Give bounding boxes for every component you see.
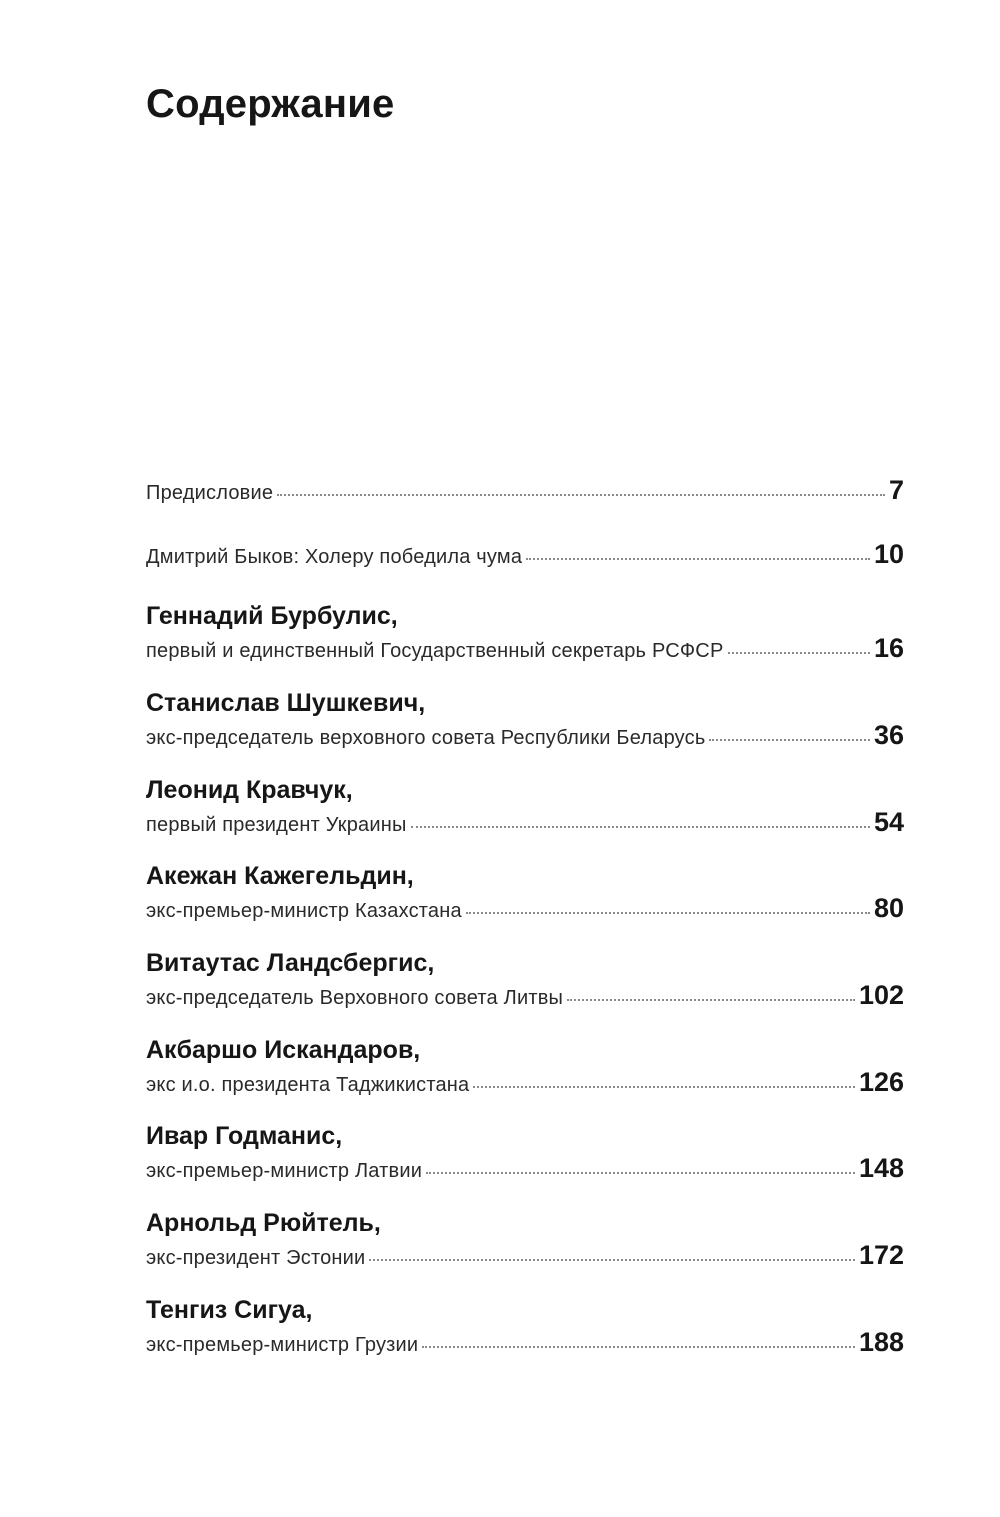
toc-entry-shushkevich[interactable] — [146, 687, 904, 752]
person-title: экс-председатель верховного совета Республики Беларусь — [146, 727, 706, 749]
person-title: экс и.о. президента Таджикистана — [146, 1074, 470, 1096]
dot-leader — [411, 826, 870, 828]
dot-leader — [277, 494, 885, 496]
toc-line — [146, 806, 904, 839]
toc-entry-landsbergis[interactable] — [146, 947, 904, 1012]
toc-line — [146, 719, 904, 752]
page-number: 54 — [873, 807, 904, 837]
toc-line — [146, 632, 904, 665]
dot-leader — [473, 1086, 855, 1088]
dot-leader — [422, 1346, 855, 1348]
person-name: Акежан Кажегельдин, — [146, 862, 414, 890]
toc-entry-sigua[interactable] — [146, 1294, 904, 1359]
page-number: 126 — [858, 1067, 904, 1097]
toc-entry-bykov[interactable] — [146, 538, 904, 571]
page-title: Содержание — [146, 82, 395, 126]
toc-entry-kravchuk[interactable] — [146, 774, 904, 839]
dot-leader — [526, 558, 870, 560]
person-name: Витаутас Ландсбергис, — [146, 949, 435, 977]
dot-leader — [567, 999, 855, 1001]
page-number: 188 — [858, 1327, 904, 1357]
toc-entry-title: Дмитрий Быков: Холеру победила чума — [146, 546, 523, 568]
person-title: экс-премьер-министр Латвии — [146, 1160, 423, 1182]
dot-leader — [426, 1172, 855, 1174]
toc-entry-godmanis[interactable] — [146, 1120, 904, 1185]
person-name: Станислав Шушкевич, — [146, 689, 426, 717]
dot-leader — [369, 1259, 855, 1261]
person-title: экс-председатель Верховного совета Литвы — [146, 987, 564, 1009]
toc-line — [146, 1066, 904, 1099]
toc-line — [146, 474, 904, 507]
page-number: 16 — [873, 633, 904, 663]
person-title: экс-премьер-министр Казахстана — [146, 900, 462, 922]
toc-line — [146, 892, 904, 925]
toc-line — [146, 1239, 904, 1272]
person-name: Тенгиз Сигуа, — [146, 1296, 313, 1324]
toc-entry-iskandarov[interactable] — [146, 1034, 904, 1099]
person-title: первый президент Украины — [146, 814, 407, 836]
toc-entry-preface[interactable] — [146, 474, 904, 507]
dot-leader — [466, 912, 870, 914]
page-number: 80 — [873, 893, 904, 923]
page-number: 172 — [858, 1240, 904, 1270]
toc-entry-burbulis[interactable] — [146, 600, 904, 665]
toc-entry-title: Предисловие — [146, 482, 274, 504]
person-title: первый и единственный Государственный секретарь РСФСР — [146, 640, 724, 662]
person-title: экс-премьер-министр Грузии — [146, 1334, 419, 1356]
page-number: 148 — [858, 1153, 904, 1183]
dot-leader — [709, 739, 869, 741]
person-title: экс-президент Эстонии — [146, 1247, 366, 1269]
toc-line — [146, 1152, 904, 1185]
page-number: 36 — [873, 720, 904, 750]
page-number: 7 — [888, 475, 904, 505]
toc-entry-kazhegeldin[interactable] — [146, 860, 904, 925]
dot-leader — [728, 652, 870, 654]
person-name: Ивар Годманис, — [146, 1122, 343, 1150]
page-number: 10 — [873, 539, 904, 569]
toc-line — [146, 1326, 904, 1359]
person-name: Геннадий Бурбулис, — [146, 602, 398, 630]
toc-line — [146, 538, 904, 571]
page-number: 102 — [858, 980, 904, 1010]
person-name: Арнольд Рюйтель, — [146, 1209, 381, 1237]
person-name: Леонид Кравчук, — [146, 776, 353, 804]
person-name: Акбаршо Искандаров, — [146, 1036, 421, 1064]
toc-line — [146, 979, 904, 1012]
toc-entry-ruutel[interactable] — [146, 1207, 904, 1272]
